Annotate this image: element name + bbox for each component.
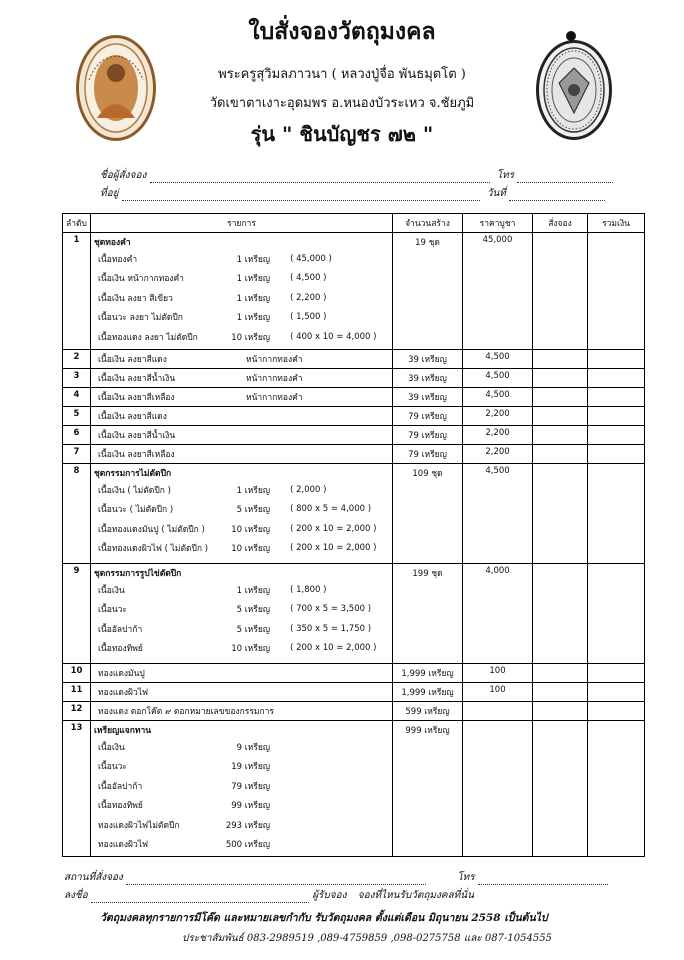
set-item-quantity: 10 เหรียญ — [231, 544, 271, 555]
sign-field-row — [64, 888, 474, 903]
set-title: ชุดทองคำ — [94, 238, 131, 248]
set-item-quantity: 9 เหรียญ — [236, 742, 271, 753]
table-row — [63, 388, 645, 407]
set-item-quantity: 1 เหรียญ — [236, 274, 271, 285]
row-quantity: 39 เหรียญ — [393, 350, 463, 369]
row-price: 2,200 — [463, 426, 533, 445]
col-header-no: ลำดับ — [63, 214, 91, 233]
row-quantity: 1,999 เหรียญ — [393, 683, 463, 702]
set-item-name: เนื้อเงิน ลงยา สีเขียว — [98, 293, 173, 304]
set-item-name: เนื้อเงิน — [98, 742, 125, 753]
set-item — [94, 737, 389, 757]
set-item-name: ทองแดงผิวไฟ — [98, 840, 149, 851]
row-item — [91, 233, 393, 350]
name-field-row — [100, 168, 613, 183]
receiver-label: ผู้รับจอง — [312, 890, 347, 901]
set-item-formula: ( 700 x 5 = 3,500 ) — [290, 604, 372, 615]
row-number: 9 — [63, 564, 91, 664]
row-number: 5 — [63, 407, 91, 426]
set-item-name: ทองแดงผิวไฟไม่ตัดปีก — [98, 820, 180, 831]
row-item — [91, 564, 393, 664]
row-quantity: 1,999 เหรียญ — [393, 664, 463, 683]
set-item-quantity: 10 เหรียญ — [231, 644, 271, 655]
set-item-name: เนื้อทองทิพย์ — [98, 644, 143, 655]
row-total-cell[interactable] — [588, 702, 645, 721]
row-total-cell[interactable] — [588, 721, 645, 857]
set-item-quantity: 1 เหรียญ — [236, 313, 271, 324]
row-total-cell[interactable] — [588, 350, 645, 369]
table-row — [63, 564, 645, 664]
set-item-name: เนื้ออัลปาก้า — [98, 624, 143, 635]
row-total-cell[interactable] — [588, 388, 645, 407]
item-name: เนื้อเงิน ลงยาสีแดง — [98, 355, 167, 365]
row-quantity: 19 ชุด — [393, 233, 463, 350]
contact-numbers: ประชาสัมพันธ์ 083-2989519 ,089-4759859 ,098-0275758 และ 087-1054555 — [182, 933, 552, 944]
table-row — [63, 369, 645, 388]
set-item — [94, 580, 389, 600]
item-name: ทองแดง ตอกโค๊ต ๙ ตอกหมายเลขของกรรมการ — [98, 707, 274, 717]
row-quantity: 109 ชุด — [393, 464, 463, 564]
row-number: 10 — [63, 664, 91, 683]
row-item — [91, 702, 393, 721]
footer-phone-input-line[interactable] — [478, 874, 608, 885]
phone-input-line[interactable] — [517, 172, 613, 183]
row-quantity: 39 เหรียญ — [393, 388, 463, 407]
row-quantity: 79 เหรียญ — [393, 426, 463, 445]
place-field-row — [64, 870, 608, 885]
row-quantity: 199 ชุด — [393, 564, 463, 664]
item-name: เนื้อเงิน ลงยาสีน้ำเงิน — [98, 431, 176, 441]
row-total-cell[interactable] — [588, 564, 645, 664]
set-item-formula: ( 2,200 ) — [290, 292, 327, 303]
row-order-cell[interactable] — [533, 445, 588, 464]
row-item — [91, 426, 393, 445]
set-item-name: เนื้อนวะ — [98, 762, 127, 773]
set-title: เหรียญแจกทาน — [94, 726, 152, 736]
item-name: เนื้อเงิน ลงยาสีน้ำเงิน — [98, 374, 176, 384]
table-row — [63, 464, 645, 564]
set-item-quantity: 19 เหรียญ — [231, 762, 271, 773]
row-number: 8 — [63, 464, 91, 564]
row-price: 4,500 — [463, 388, 533, 407]
set-item — [94, 600, 389, 620]
table-body — [63, 233, 645, 857]
set-item — [94, 757, 389, 777]
set-item-formula: ( 200 x 10 = 2,000 ) — [290, 643, 377, 654]
item-note: หน้ากากทองคำ — [246, 393, 303, 403]
item-name: เนื้อเงิน ลงยาสีเหลือง — [98, 450, 175, 460]
row-order-cell[interactable] — [533, 369, 588, 388]
set-item-name: เนื้อทองคำ — [98, 254, 138, 265]
sign-input-line[interactable] — [91, 892, 309, 903]
set-item — [94, 249, 389, 269]
row-quantity: 599 เหรียญ — [393, 702, 463, 721]
row-order-cell[interactable] — [533, 464, 588, 564]
set-item-quantity: 1 เหรียญ — [236, 254, 271, 265]
set-title: ชุดกรรมการไม่ตัดปีก — [94, 469, 172, 479]
set-item-quantity: 500 เหรียญ — [225, 840, 271, 851]
row-order-cell[interactable] — [533, 426, 588, 445]
table-row — [63, 664, 645, 683]
row-number: 11 — [63, 683, 91, 702]
address-label: ที่อยู่ — [100, 188, 119, 199]
set-item-formula: ( 200 x 10 = 2,000 ) — [290, 523, 377, 534]
row-price: 4,000 — [463, 564, 533, 664]
row-number: 2 — [63, 350, 91, 369]
set-item-quantity: 10 เหรียญ — [231, 524, 271, 535]
row-quantity: 79 เหรียญ — [393, 407, 463, 426]
col-header-order: สั่งจอง — [533, 214, 588, 233]
name-input-line[interactable] — [150, 172, 490, 183]
temple-address: วัดเขาตาเงาะอุดมพร อ.หนองบัวระเหว จ.ชัยภูมิ — [209, 96, 475, 111]
set-item-quantity: 99 เหรียญ — [231, 801, 271, 812]
address-input-line[interactable] — [122, 190, 480, 201]
sign-label: ลงชื่อ — [64, 890, 88, 901]
row-number: 12 — [63, 702, 91, 721]
set-item — [94, 519, 389, 539]
row-item — [91, 369, 393, 388]
row-number: 7 — [63, 445, 91, 464]
row-quantity: 39 เหรียญ — [393, 369, 463, 388]
row-order-cell[interactable] — [533, 407, 588, 426]
table-row — [63, 702, 645, 721]
set-item-name: เนื้อเงิน — [98, 585, 125, 596]
table-row — [63, 721, 645, 857]
set-item-formula: ( 350 x 5 = 1,750 ) — [290, 623, 372, 634]
row-total-cell[interactable] — [588, 445, 645, 464]
row-total-cell[interactable] — [588, 407, 645, 426]
row-number: 13 — [63, 721, 91, 857]
set-item-quantity: 1 เหรียญ — [236, 485, 271, 496]
row-order-cell[interactable] — [533, 683, 588, 702]
page-title: ใบสั่งจองวัตถุมงคล — [248, 18, 436, 45]
set-item-quantity: 1 เหรียญ — [236, 585, 271, 596]
table-row — [63, 407, 645, 426]
pickup-note: จองที่ไหนรับวัตถุมงคลที่นั่น — [357, 890, 474, 901]
set-item — [94, 776, 389, 796]
row-order-cell[interactable] — [533, 702, 588, 721]
set-item-name: เนื้อนวะ — [98, 605, 127, 616]
order-table — [62, 213, 645, 857]
item-name: เนื้อเงิน ลงยาสีเหลือง — [98, 393, 175, 403]
row-price — [463, 702, 533, 721]
row-quantity: 79 เหรียญ — [393, 445, 463, 464]
set-item-quantity: 79 เหรียญ — [231, 781, 271, 792]
row-item — [91, 664, 393, 683]
set-item — [94, 835, 389, 855]
set-item — [94, 308, 389, 328]
set-item-name: เนื้ออัลปาก้า — [98, 781, 143, 792]
address-field-row — [100, 186, 605, 201]
row-order-cell[interactable] — [533, 564, 588, 664]
set-item-formula: ( 200 x 10 = 2,000 ) — [290, 543, 377, 554]
set-item — [94, 288, 389, 308]
row-total-cell[interactable] — [588, 426, 645, 445]
set-item — [94, 480, 389, 500]
row-order-cell[interactable] — [533, 388, 588, 407]
date-input-line[interactable] — [509, 190, 605, 201]
table-row — [63, 683, 645, 702]
table-row — [63, 426, 645, 445]
row-price: 100 — [463, 683, 533, 702]
set-item-name: เนื้อนวะ ลงยา ไม่ตัดปีก — [98, 313, 183, 324]
row-item — [91, 445, 393, 464]
row-item — [91, 683, 393, 702]
set-item-name: เนื้อเงิน หน้ากากทองคำ — [98, 274, 184, 285]
item-note: หน้ากากทองคำ — [246, 355, 303, 365]
set-item — [94, 619, 389, 639]
row-total-cell[interactable] — [588, 464, 645, 564]
row-total-cell[interactable] — [588, 664, 645, 683]
col-header-item: รายการ — [91, 214, 393, 233]
col-header-quantity: จำนวนสร้าง — [393, 214, 463, 233]
series-name: รุ่น " ชินบัญชร ๗๒ " — [250, 122, 434, 146]
item-name: ทองแดงผิวไฟ — [98, 688, 149, 698]
row-order-cell[interactable] — [533, 664, 588, 683]
row-price: 2,200 — [463, 407, 533, 426]
row-item — [91, 350, 393, 369]
set-item — [94, 639, 389, 659]
row-price: 4,500 — [463, 369, 533, 388]
row-item — [91, 388, 393, 407]
table-header-row — [63, 214, 645, 233]
row-total-cell[interactable] — [588, 683, 645, 702]
place-input-line[interactable] — [126, 874, 426, 885]
set-item-formula: ( 800 x 5 = 4,000 ) — [290, 504, 372, 515]
row-price — [463, 721, 533, 857]
item-name: ทองแดงมันปู — [98, 669, 145, 679]
set-item — [94, 500, 389, 520]
row-item — [91, 464, 393, 564]
row-order-cell[interactable] — [533, 233, 588, 350]
footer-phone-label: โทร — [457, 872, 475, 883]
name-label: ชื่อผู้สั่งจอง — [100, 170, 147, 181]
table-row — [63, 233, 645, 350]
row-number: 4 — [63, 388, 91, 407]
set-item — [94, 796, 389, 816]
row-total-cell[interactable] — [588, 233, 645, 350]
row-price: 2,200 — [463, 445, 533, 464]
set-item-name: เนื้อเงิน ( ไม่ตัดปีก ) — [98, 485, 171, 496]
row-number: 6 — [63, 426, 91, 445]
place-label: สถานที่สั่งจอง — [64, 872, 123, 883]
row-number: 3 — [63, 369, 91, 388]
set-item-name: เนื้อนวะ ( ไม่ตัดปีก ) — [98, 505, 174, 516]
row-price: 4,500 — [463, 464, 533, 564]
set-item-quantity: 5 เหรียญ — [236, 505, 271, 516]
set-item-name: เนื้อทองแดงผิวไฟ ( ไม่ตัดปีก ) — [98, 544, 209, 555]
row-total-cell[interactable] — [588, 369, 645, 388]
table-row — [63, 350, 645, 369]
set-item-name: เนื้อทองทิพย์ — [98, 801, 143, 812]
row-order-cell[interactable] — [533, 721, 588, 857]
set-item-formula: ( 1,800 ) — [290, 584, 327, 595]
item-name: เนื้อเงิน ลงยาสีแดง — [98, 412, 167, 422]
set-item-formula: ( 45,000 ) — [290, 253, 332, 264]
row-item — [91, 721, 393, 857]
set-item-formula: ( 1,500 ) — [290, 312, 327, 323]
set-item-quantity: 293 เหรียญ — [225, 820, 271, 831]
set-item — [94, 269, 389, 289]
col-header-total: รวมเงิน — [588, 214, 645, 233]
row-price: 45,000 — [463, 233, 533, 350]
code-and-pickup-note: วัตถุมงคลทุกรายการมีโค๊ด และหมายเลขกำกับ รับวัตถุมงคล ตั้งแต่เดือน มิถุนายน 2558 เป็นต้นไป — [100, 912, 548, 924]
col-header-price: ราคาบูชา — [463, 214, 533, 233]
set-item — [94, 815, 389, 835]
set-item-formula: ( 400 x 10 = 4,000 ) — [290, 331, 377, 342]
item-note: หน้ากากทองคำ — [246, 374, 303, 384]
set-item-name: เนื้อทองแดง ลงยา ไม่ตัดปีก — [98, 332, 198, 343]
phone-label: โทร — [496, 170, 515, 181]
set-item — [94, 539, 389, 559]
set-item-quantity: 10 เหรียญ — [231, 332, 271, 343]
monk-name: พระครูสุวิมลภาวนา ( หลวงปู่จื่อ พันธมุตโต ) — [218, 67, 466, 82]
row-item — [91, 407, 393, 426]
set-item-quantity: 5 เหรียญ — [236, 605, 271, 616]
set-item-name: เนื้อทองแดงมันปู ( ไม่ตัดปีก ) — [98, 524, 205, 535]
row-order-cell[interactable] — [533, 350, 588, 369]
set-item-quantity: 5 เหรียญ — [236, 624, 271, 635]
set-item-quantity: 1 เหรียญ — [236, 293, 271, 304]
set-item-formula: ( 2,000 ) — [290, 484, 327, 495]
date-label: วันที่ — [486, 188, 506, 199]
set-item-formula: ( 4,500 ) — [290, 273, 327, 284]
table-row — [63, 445, 645, 464]
set-title: ชุดกรรมการรูปไข่ตัดปีก — [94, 569, 182, 579]
row-number: 1 — [63, 233, 91, 350]
row-quantity: 999 เหรียญ — [393, 721, 463, 857]
row-price: 4,500 — [463, 350, 533, 369]
set-item — [94, 327, 389, 347]
row-price: 100 — [463, 664, 533, 683]
